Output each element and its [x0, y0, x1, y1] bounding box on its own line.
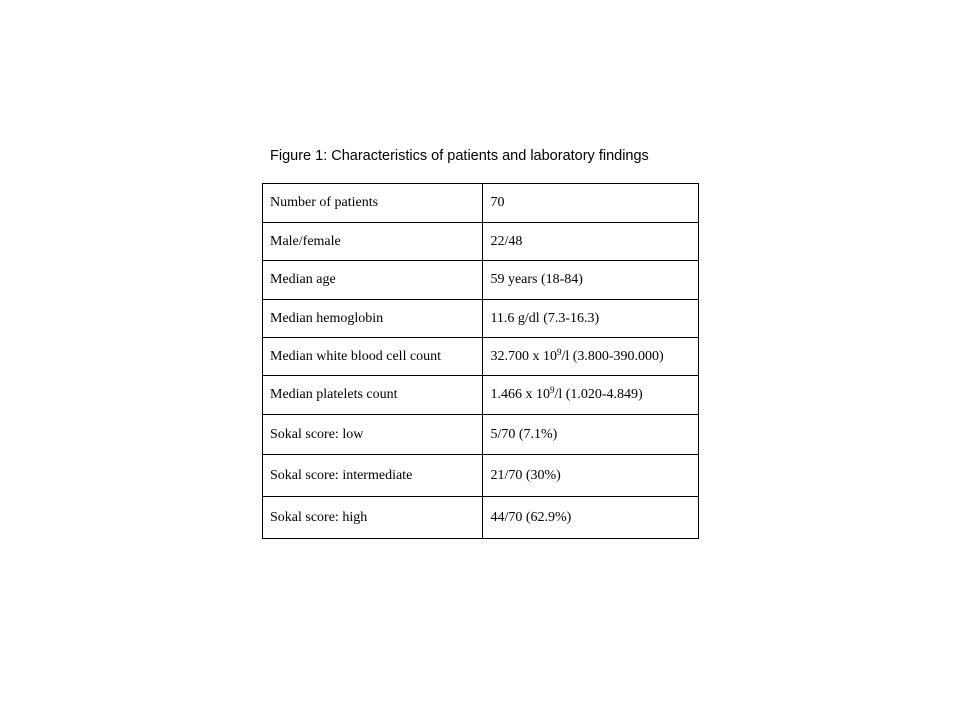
row-value: 21/70 (30%) [483, 455, 699, 497]
row-label: Sokal score: low [263, 415, 483, 455]
table-row [263, 223, 699, 261]
exponent: 9 [549, 385, 555, 395]
table-row [263, 261, 699, 300]
row-value: 70 [483, 184, 699, 223]
row-value [483, 338, 699, 376]
row-value: 22/48 [483, 223, 699, 261]
row-label: Median hemoglobin [263, 300, 483, 338]
row-value: 59 years (18-84) [483, 261, 699, 300]
patient-characteristics-table [262, 183, 699, 539]
table-row [263, 415, 699, 455]
table-row [263, 455, 699, 497]
table-row [263, 376, 699, 415]
row-label: Sokal score: intermediate [263, 455, 483, 497]
figure-title: Figure 1: Characteristics of patients and laboratory findings [270, 148, 649, 164]
exponent: 9 [556, 346, 562, 357]
row-value: 11.6 g/dl (7.3-16.3) [483, 300, 699, 338]
value-text: 32.700 x 10 [490, 348, 557, 364]
table-row [263, 300, 699, 338]
row-value [483, 376, 699, 415]
table-row [263, 497, 699, 539]
value-text: 1.466 x 10 [490, 387, 550, 402]
table-row [263, 338, 699, 376]
table-row [263, 184, 699, 223]
row-value: 44/70 (62.9%) [483, 497, 699, 539]
row-label: Median platelets count [263, 376, 483, 415]
row-value: 5/70 (7.1%) [483, 415, 699, 455]
row-label: Median white blood cell count [263, 338, 483, 376]
value-text: /l (1.020-4.849) [554, 387, 643, 402]
row-label: Number of patients [263, 184, 483, 223]
row-label: Median age [263, 261, 483, 300]
row-label: Sokal score: high [263, 497, 483, 539]
value-text: /l (3.800-390.000) [561, 348, 664, 364]
row-label: Male/female [263, 223, 483, 261]
